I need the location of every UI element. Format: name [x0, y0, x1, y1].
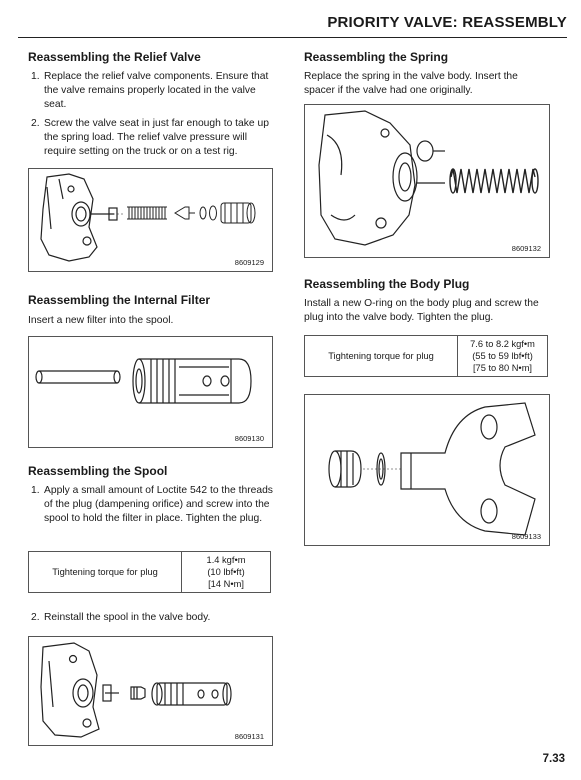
relief-valve-section	[28, 50, 276, 159]
torque-value-cell	[182, 552, 271, 593]
step-text: Replace the relief valve components. Ensure that the valve remains properly located in the valve seat.	[44, 71, 269, 110]
spool-step-2	[28, 611, 276, 625]
step-text: Screw the valve seat in just far enough to take up the spring load. The relief valve pressure will require setting on the truck or on a test rig.	[44, 118, 269, 157]
torque-value-nm: [14 N•m]	[208, 579, 244, 589]
page-header-title: PRIORITY VALVE: REASSEMBLY	[327, 14, 567, 31]
body-plug-heading: Reassembling the Body Plug	[304, 277, 470, 291]
relief-valve-steps	[28, 70, 276, 159]
spool-figure	[28, 636, 273, 746]
torque-label-cell: Tightening torque for plug	[305, 336, 458, 377]
internal-filter-figure	[28, 336, 273, 448]
page-number: 7.33	[542, 753, 565, 765]
spool-torque-table	[28, 551, 271, 593]
spring-text: Replace the spring in the valve body. Insert the spacer if the valve had one originally.	[304, 71, 518, 96]
internal-filter-text: Insert a new filter into the spool.	[28, 315, 174, 326]
step-number: 2.	[31, 118, 40, 129]
relief-valve-figure	[28, 168, 273, 272]
spool-section	[28, 464, 276, 526]
body-plug-torque-table	[304, 335, 548, 377]
torque-value-nm: [75 to 80 N•m]	[472, 363, 533, 373]
figure-code: 8609129	[234, 258, 264, 267]
spool-step-2-block	[28, 611, 276, 625]
step-number: 1.	[31, 485, 40, 496]
body-plug-section	[304, 277, 550, 325]
torque-label-cell: Tightening torque for plug	[29, 552, 182, 593]
relief-valve-heading: Reassembling the Relief Valve	[28, 50, 201, 64]
spring-heading: Reassembling the Spring	[304, 50, 449, 64]
body-plug-illustration	[305, 395, 549, 545]
step-text: Reinstall the spool in the valve body.	[44, 612, 211, 623]
figure-code: 8609131	[234, 732, 264, 741]
table-row	[305, 336, 548, 377]
spool-step-1	[28, 484, 276, 526]
relief-step-1	[28, 70, 276, 112]
torque-value-kgf: 7.6 to 8.2 kgf•m	[470, 339, 535, 349]
spring-figure	[304, 104, 550, 258]
figure-code: 8609133	[511, 532, 541, 541]
spool-steps-cont	[28, 611, 276, 625]
step-number: 1.	[31, 71, 40, 82]
body-plug-text: Install a new O-ring on the body plug and screw the plug into the valve body. Tighten the plug.	[304, 298, 539, 323]
spool-illustration	[29, 637, 272, 745]
relief-step-2	[28, 117, 276, 159]
body-plug-figure	[304, 394, 550, 546]
torque-value-cell	[458, 336, 548, 377]
torque-value-lbf: (10 lbf•ft)	[207, 567, 245, 577]
torque-value-kgf: 1.4 kgf•m	[206, 555, 246, 565]
step-text: Apply a small amount of Loctite 542 to the threads of the plug (dampening orifice) and screw into the spool to hold the filter in place. Tighten the plug.	[44, 485, 273, 524]
figure-code: 8609130	[234, 434, 264, 443]
header-divider	[18, 37, 567, 38]
table-row	[29, 552, 271, 593]
filter-illustration	[29, 337, 272, 447]
spool-steps	[28, 484, 276, 526]
spring-section	[304, 50, 550, 98]
spool-heading: Reassembling the Spool	[28, 464, 168, 478]
figure-code: 8609132	[511, 244, 541, 253]
relief-valve-illustration	[29, 169, 272, 271]
spring-illustration	[305, 105, 549, 257]
internal-filter-heading: Reassembling the Internal Filter	[28, 293, 211, 307]
internal-filter-section	[28, 293, 276, 328]
step-number: 2.	[31, 612, 40, 623]
torque-value-lbf: (55 to 59 lbf•ft)	[472, 351, 533, 361]
